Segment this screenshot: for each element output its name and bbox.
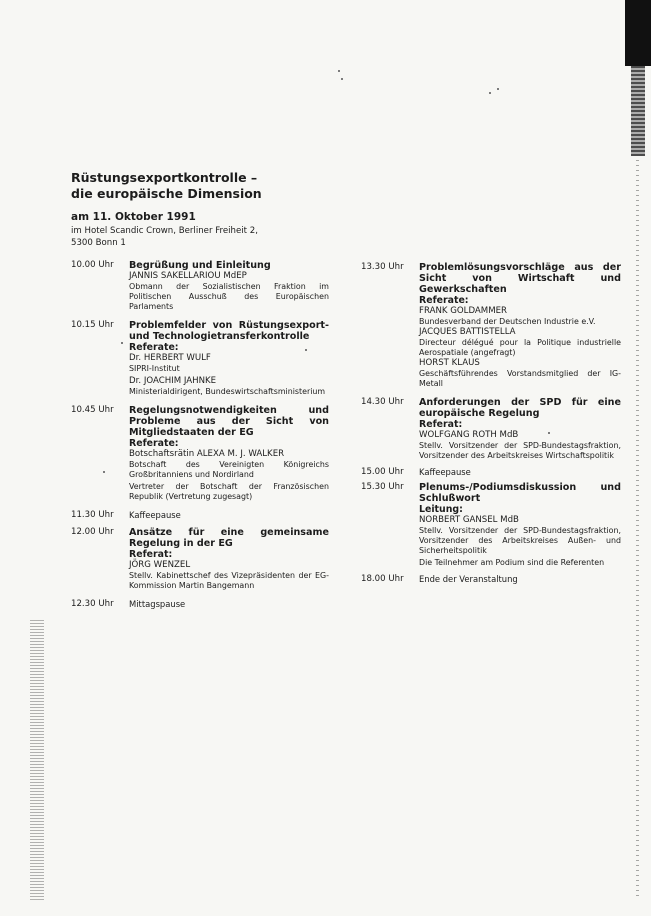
entry-end: Ende der Veranstaltung: [419, 574, 518, 584]
scan-edge-noise: [631, 66, 645, 156]
speaker-role: Directeur délégué pour la Politique industrielle Aerospatiale (angefragt): [419, 338, 621, 357]
entry-topic: Begrüßung und Einleitung: [129, 260, 271, 271]
scan-speck: [338, 70, 340, 72]
entry-topic: Anforderungen der SPD für eine europäische Regelung: [419, 397, 621, 419]
entry-body: [129, 527, 329, 591]
entry-topic: Regelungsnotwendigkeiten und Probleme aus der Sicht von Mitgliedstaaten der EG: [129, 405, 329, 438]
entry-topic: Problemlösungsvorschläge aus der Sicht von Wirtschaft und Gewerkschaften: [419, 262, 621, 295]
entry-body: [419, 574, 621, 585]
panel-note: Die Teilnehmer am Podium sind die Referenten: [419, 558, 605, 567]
speaker-name: Dr. JOACHIM JAHNKE: [129, 376, 217, 386]
program-entry: [71, 405, 329, 502]
speaker-role: Stellv. Vorsitzender der SPD-Bundestagsfraktion, Vorsitzender des Arbeitskreises Wirtschaftspolitik: [419, 441, 621, 460]
program-entry: [71, 510, 329, 521]
entry-break: Kaffeepause: [129, 510, 181, 520]
entry-body: [129, 260, 329, 312]
program-entry: [71, 527, 329, 591]
entry-time: 15.30 Uhr: [361, 482, 404, 492]
speaker-name: Botschaftsrätin ALEXA M. J. WALKER: [129, 449, 285, 459]
program-entry: [71, 320, 329, 397]
entry-label: Referat:: [419, 419, 463, 430]
program-entry: [361, 262, 621, 389]
program-entry: [361, 397, 621, 461]
entry-topic: Plenums-/Podiumsdiskussion und Schlußwort: [419, 482, 621, 504]
entry-time: 15.00 Uhr: [361, 467, 404, 477]
speaker-name: JANNIS SAKELLARIOU MdEP: [129, 271, 247, 281]
entry-break: Kaffeepause: [419, 467, 471, 477]
entry-topic: Problemfelder von Rüstungsexport- und Technologietransferkontrolle: [129, 320, 329, 342]
speaker-role: Geschäftsführendes Vorstandsmitglied der IG-Metall: [419, 369, 621, 388]
entry-time: 13.30 Uhr: [361, 262, 404, 272]
speaker-name: JACQUES BATTISTELLA: [419, 327, 516, 337]
speaker-role: Vertreter der Botschaft der Französischen Republik (Vertretung zugesagt): [129, 482, 329, 501]
entry-time: 10.15 Uhr: [71, 320, 114, 330]
entry-body: [419, 262, 621, 389]
scan-edge-noise-left: [30, 620, 44, 900]
entry-label: Referate:: [129, 342, 179, 353]
scan-edge-noise-right: [636, 160, 639, 900]
venue-line-2: 5300 Bonn 1: [71, 238, 126, 248]
program-entry: [71, 599, 329, 610]
speaker-name: Dr. HERBERT WULF: [129, 353, 211, 363]
entry-body: [129, 320, 329, 397]
entry-time: 12.00 Uhr: [71, 527, 114, 537]
entry-body: [129, 405, 329, 502]
entry-body: [419, 482, 621, 568]
event-date: am 11. Oktober 1991: [71, 211, 196, 223]
document-title: [71, 170, 262, 202]
entry-time: 10.00 Uhr: [71, 260, 114, 270]
entry-body: [129, 510, 329, 521]
speaker-name: WOLFGANG ROTH MdB: [419, 430, 519, 440]
program-entry: [361, 574, 621, 585]
program-entry: [361, 467, 621, 478]
speaker-role: Ministerialdirigent, Bundeswirtschaftsministerium: [129, 387, 326, 396]
entry-time: 10.45 Uhr: [71, 405, 114, 415]
speaker-name: HORST KLAUS: [419, 358, 480, 368]
speaker-name: FRANK GOLDAMMER: [419, 306, 508, 316]
entry-time: 12.30 Uhr: [71, 599, 114, 609]
program-column-right: [361, 262, 621, 585]
program-column-left: [71, 260, 329, 610]
title-line-1: Rüstungsexportkontrolle –: [71, 170, 258, 185]
entry-body: [419, 467, 621, 478]
event-venue: [71, 225, 258, 249]
scan-edge-mark: [625, 0, 651, 66]
program-entry: [361, 482, 621, 568]
speaker-role: Stellv. Kabinettschef des Vizepräsidenten der EG-Kommission Martin Bangemann: [129, 571, 329, 590]
entry-time: 14.30 Uhr: [361, 397, 404, 407]
entry-topic: Ansätze für eine gemeinsame Regelung in der EG: [129, 527, 329, 549]
speaker-name: JÖRG WENZEL: [129, 560, 191, 570]
speaker-role: Stellv. Vorsitzender der SPD-Bundestagsfraktion, Vorsitzender des Arbeitskreises Außen- und Sicherheitspolitik: [419, 526, 621, 555]
entry-time: 18.00 Uhr: [361, 574, 404, 584]
entry-label: Referate:: [419, 295, 469, 306]
program-entry: [71, 260, 329, 312]
entry-body: [419, 397, 621, 461]
entry-label: Referat:: [129, 549, 173, 560]
speaker-role: Bundesverband der Deutschen Industrie e.V.: [419, 317, 596, 326]
scan-speck: [489, 92, 491, 94]
scan-speck: [497, 88, 499, 90]
entry-break: Mittagspause: [129, 599, 186, 609]
speaker-role: Obmann der Sozialistischen Fraktion im Politischen Ausschuß des Europäischen Parlaments: [129, 282, 329, 311]
title-line-2: die europäische Dimension: [71, 186, 262, 201]
speaker-name: NORBERT GANSEL MdB: [419, 515, 519, 525]
speaker-role: SIPRI-Institut: [129, 364, 180, 373]
venue-line-1: im Hotel Scandic Crown, Berliner Freiheit 2,: [71, 226, 258, 236]
entry-body: [129, 599, 329, 610]
scan-speck: [341, 78, 343, 80]
entry-label: Leitung:: [419, 504, 463, 515]
speaker-role: Botschaft des Vereinigten Königreichs Großbritanniens und Nordirland: [129, 460, 329, 479]
entry-time: 11.30 Uhr: [71, 510, 114, 520]
entry-label: Referate:: [129, 438, 179, 449]
